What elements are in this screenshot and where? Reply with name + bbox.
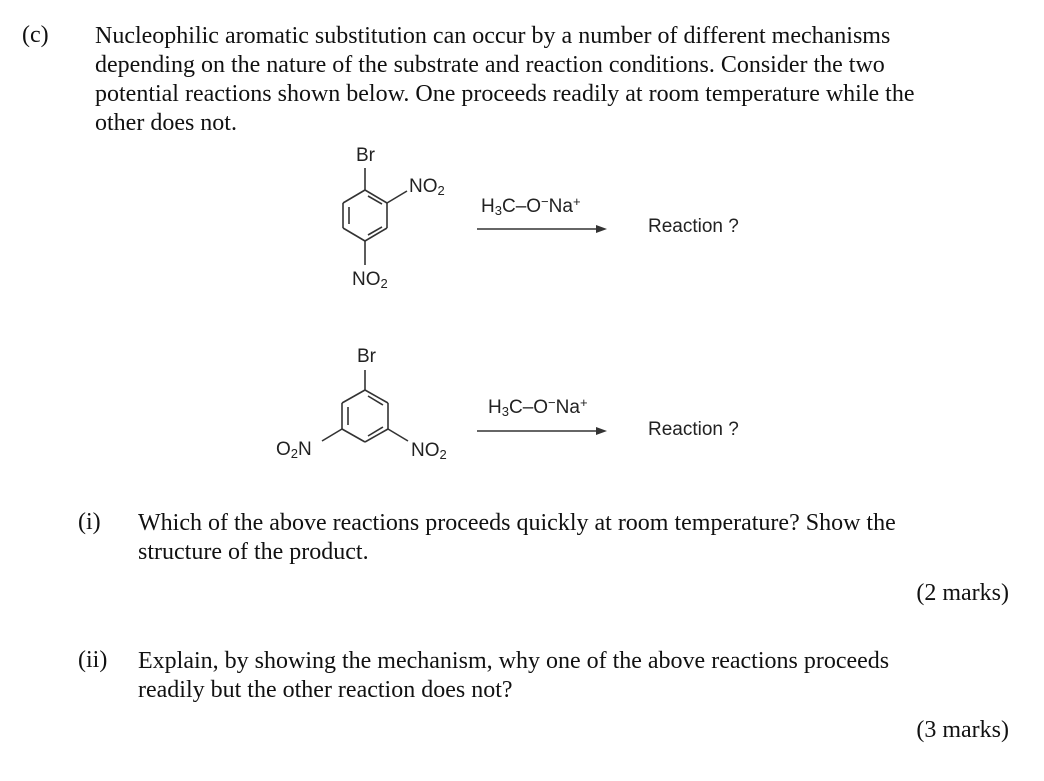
intro-line: potential reactions shown below. One proceeds readily at room temperature while the <box>95 81 915 107</box>
marks-ii: (3 marks) <box>916 717 1009 743</box>
reagent-2: $H_3C-O^-Na^+$ <box>488 395 588 419</box>
reaction-outcome-1: Reaction ? <box>648 216 739 237</box>
question-line: structure of the product. <box>138 539 369 565</box>
substituent-no2-meta: $NO_2$ <box>411 440 447 462</box>
substituent-no2-ortho: $NO_2$ <box>409 176 445 198</box>
substituent-br-2: Br <box>357 346 376 367</box>
reaction-arrow-1 <box>477 225 607 233</box>
part-label: (c) <box>22 22 49 48</box>
question-line: readily but the other reaction does not? <box>138 677 513 703</box>
question-line: Explain, by showing the mechanism, why one of the above reactions proceeds <box>138 648 890 674</box>
reaction-arrow-2 <box>477 427 607 435</box>
substituent-no2-para: $NO_2$ <box>352 269 388 291</box>
question-text-i <box>138 509 896 567</box>
intro-line: depending on the nature of the substrate and reaction conditions. Consider the two <box>95 52 885 78</box>
reaction-outcome-2: Reaction ? <box>648 419 739 440</box>
reagent-1: $H_3C-O^-Na^+$ <box>481 194 581 218</box>
substituent-br-1: Br <box>356 145 375 166</box>
question-label-ii: (ii) <box>78 647 108 673</box>
benzene-ring-1 <box>343 168 407 265</box>
benzene-ring-2 <box>322 370 408 442</box>
marks-i: (2 marks) <box>916 580 1009 606</box>
question-label-i: (i) <box>78 509 101 535</box>
intro-line: Nucleophilic aromatic substitution can occur by a number of different mechanisms <box>95 23 891 49</box>
substituent-o2n: $O_2N$ <box>276 439 312 461</box>
question-line: Which of the above reactions proceeds quickly at room temperature? Show the <box>138 510 896 536</box>
question-text-ii <box>138 647 889 705</box>
intro-line: other does not. <box>95 110 237 136</box>
